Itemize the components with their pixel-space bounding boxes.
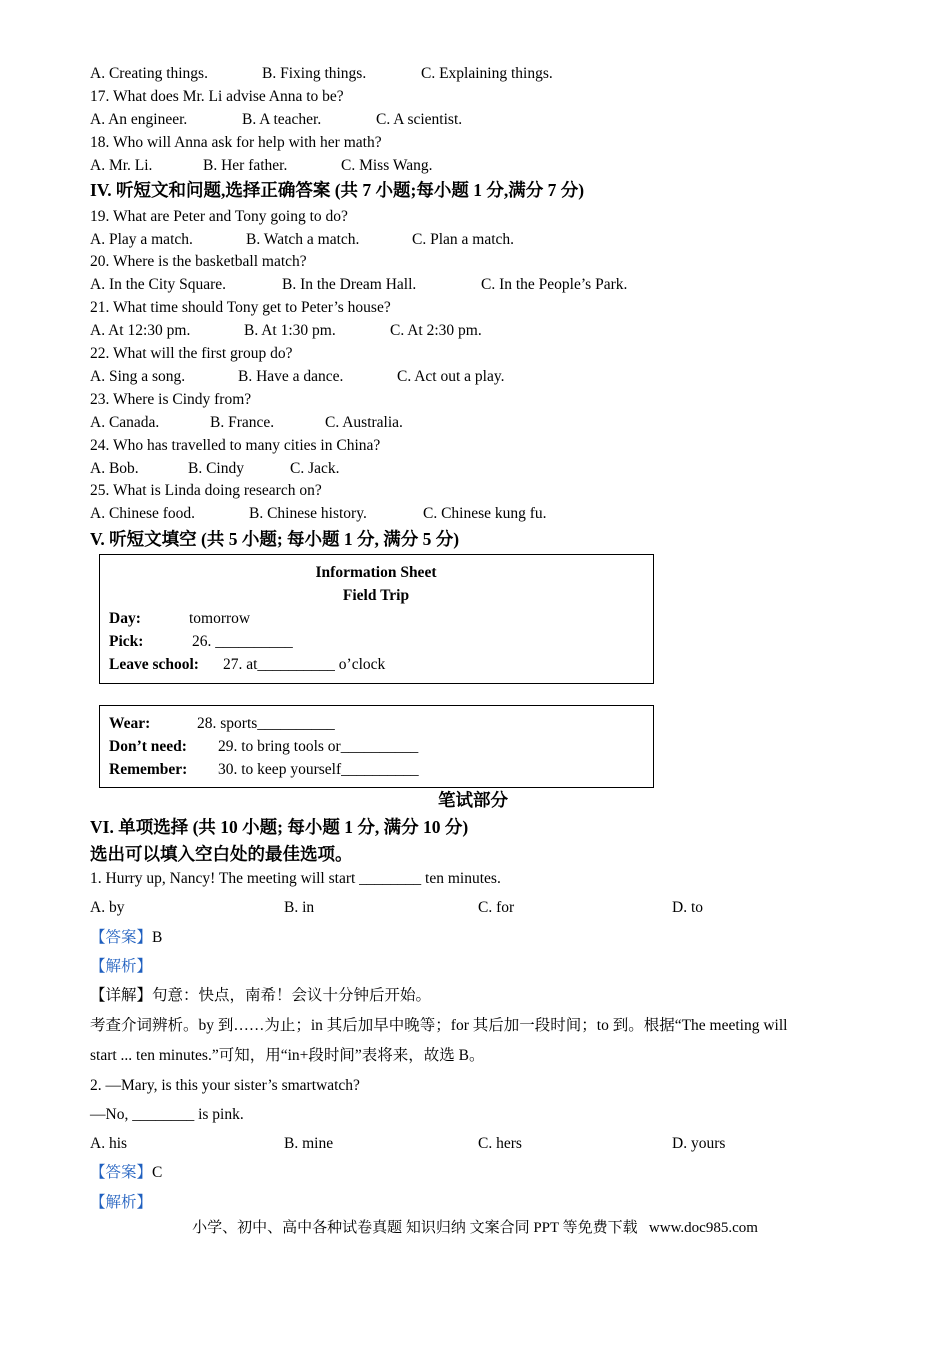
mc2-question: 2. —Mary, is this your sister’s smartwatch? bbox=[90, 1077, 360, 1094]
analysis-tag: 【解析】 bbox=[90, 958, 153, 975]
pick-blank: 26. __________ bbox=[192, 633, 293, 650]
mc2-option-a: A. his bbox=[90, 1135, 128, 1152]
wear-label: Wear: bbox=[109, 715, 151, 732]
mc2-option-c: C. hers bbox=[478, 1135, 522, 1152]
mc1-detail: 【详解】句意：快点，南希！会议十分钟后开始。 bbox=[90, 987, 432, 1004]
q21-option-c: C. At 2:30 pm. bbox=[390, 322, 482, 339]
pick-label: Pick: bbox=[109, 633, 144, 650]
q18-option-b: B. Her father. bbox=[203, 157, 288, 174]
q19-option-c: C. Plan a match. bbox=[412, 231, 515, 248]
leave-school-label: Leave school: bbox=[109, 656, 199, 673]
q23-option-a: A. Canada. bbox=[90, 414, 160, 431]
section-5-heading: V. 听短文填空 (共 5 小题; 每小题 1 分, 满分 5 分) bbox=[90, 529, 460, 549]
leave-school-blank: 27. at__________ o’clock bbox=[223, 656, 386, 673]
info-sheet-subtitle: Field Trip bbox=[342, 587, 410, 604]
section-4-heading: IV. 听短文和问题,选择正确答案 (共 7 小题;每小题 1 分,满分 7 分) bbox=[90, 180, 585, 200]
mc2-answer: C bbox=[152, 1164, 163, 1181]
section-6-instruction: 选出可以填入空白处的最佳选项。 bbox=[90, 844, 353, 864]
written-part-heading: 笔试部分 bbox=[438, 790, 508, 810]
q18-option-c: C. Miss Wang. bbox=[341, 157, 433, 174]
q20-question: 20. Where is the basketball match? bbox=[90, 253, 307, 270]
day-label: Day: bbox=[109, 610, 141, 627]
mc2-answer-line bbox=[90, 1163, 162, 1183]
q24-option-a: A. Bob. bbox=[90, 460, 139, 477]
q17-question: 17. What does Mr. Li advise Anna to be? bbox=[90, 88, 344, 105]
q20-option-a: A. In the City Square. bbox=[90, 276, 227, 293]
q19-option-a: A. Play a match. bbox=[90, 231, 193, 248]
mc1-option-d: D. to bbox=[672, 899, 703, 916]
analysis-tag: 【解析】 bbox=[90, 1194, 153, 1211]
mc1-option-b: B. in bbox=[284, 899, 315, 916]
page-footer: 小学、初中、高中各种试卷真题 知识归纳 文案合同 PPT 等免费下载 www.doc985.com bbox=[192, 1220, 758, 1236]
q18-question: 18. Who will Anna ask for help with her math? bbox=[90, 134, 382, 151]
wear-blank: 28. sports__________ bbox=[197, 715, 335, 732]
answer-tag: 【答案】 bbox=[90, 929, 153, 946]
mc2-option-b: B. mine bbox=[284, 1135, 334, 1152]
q16-option-b: B. Fixing things. bbox=[262, 65, 367, 82]
q23-question: 23. Where is Cindy from? bbox=[90, 391, 252, 408]
dont-need-blank: 29. to bring tools or__________ bbox=[218, 738, 419, 755]
info-sheet-title: Information Sheet bbox=[315, 564, 437, 581]
q21-option-b: B. At 1:30 pm. bbox=[244, 322, 336, 339]
mc1-explain-1: 考查介词辨析。by 到……为止；in 其后加早中晚等；for 其后加一段时间；to 到。根据“The meeting will bbox=[90, 1017, 788, 1034]
section-6-heading: VI. 单项选择 (共 10 小题; 每小题 1 分, 满分 10 分) bbox=[90, 817, 469, 837]
info-sheet-box-1 bbox=[99, 554, 654, 684]
mc1-answer: B bbox=[152, 929, 163, 946]
q23-option-c: C. Australia. bbox=[325, 414, 403, 431]
mc1-answer-line bbox=[90, 928, 162, 948]
q17-option-c: C. A scientist. bbox=[376, 111, 463, 128]
info-sheet-box-2 bbox=[99, 705, 654, 788]
q19-option-b: B. Watch a match. bbox=[246, 231, 360, 248]
q16-option-c: C. Explaining things. bbox=[421, 65, 553, 82]
q18-option-a: A. Mr. Li. bbox=[90, 157, 153, 174]
q25-option-a: A. Chinese food. bbox=[90, 505, 196, 522]
q22-option-b: B. Have a dance. bbox=[238, 368, 344, 385]
mc1-question: 1. Hurry up, Nancy! The meeting will start ________ ten minutes. bbox=[90, 870, 501, 887]
remember-label: Remember: bbox=[109, 761, 188, 778]
q24-option-c: C. Jack. bbox=[290, 460, 340, 477]
q16-option-a: A. Creating things. bbox=[90, 65, 208, 82]
q24-option-b: B. Cindy bbox=[188, 460, 244, 477]
q20-option-b: B. In the Dream Hall. bbox=[282, 276, 417, 293]
remember-blank: 30. to keep yourself__________ bbox=[218, 761, 419, 778]
q17-option-a: A. An engineer. bbox=[90, 111, 188, 128]
q22-option-a: A. Sing a song. bbox=[90, 368, 186, 385]
q22-question: 22. What will the first group do? bbox=[90, 345, 293, 362]
day-value: tomorrow bbox=[189, 610, 251, 627]
q19-question: 19. What are Peter and Tony going to do? bbox=[90, 208, 348, 225]
q23-option-b: B. France. bbox=[210, 414, 275, 431]
q21-option-a: A. At 12:30 pm. bbox=[90, 322, 191, 339]
dont-need-label: Don’t need: bbox=[109, 738, 187, 755]
mc2-option-d: D. yours bbox=[672, 1135, 726, 1152]
mc1-option-a: A. by bbox=[90, 899, 125, 916]
answer-tag: 【答案】 bbox=[90, 1164, 153, 1181]
q22-option-c: C. Act out a play. bbox=[397, 368, 505, 385]
q20-option-c: C. In the People’s Park. bbox=[481, 276, 628, 293]
q25-question: 25. What is Linda doing research on? bbox=[90, 482, 322, 499]
q25-option-c: C. Chinese kung fu. bbox=[423, 505, 547, 522]
q24-question: 24. Who has travelled to many cities in China? bbox=[90, 437, 381, 454]
mc1-explain-2: start ... ten minutes.”可知，用“in+段时间”表将来，故选 B。 bbox=[90, 1047, 485, 1064]
q17-option-b: B. A teacher. bbox=[242, 111, 322, 128]
mc1-option-c: C. for bbox=[478, 899, 515, 916]
q25-option-b: B. Chinese history. bbox=[249, 505, 367, 522]
q21-question: 21. What time should Tony get to Peter’s house? bbox=[90, 299, 391, 316]
mc2-reply: —No, ________ is pink. bbox=[90, 1106, 244, 1123]
